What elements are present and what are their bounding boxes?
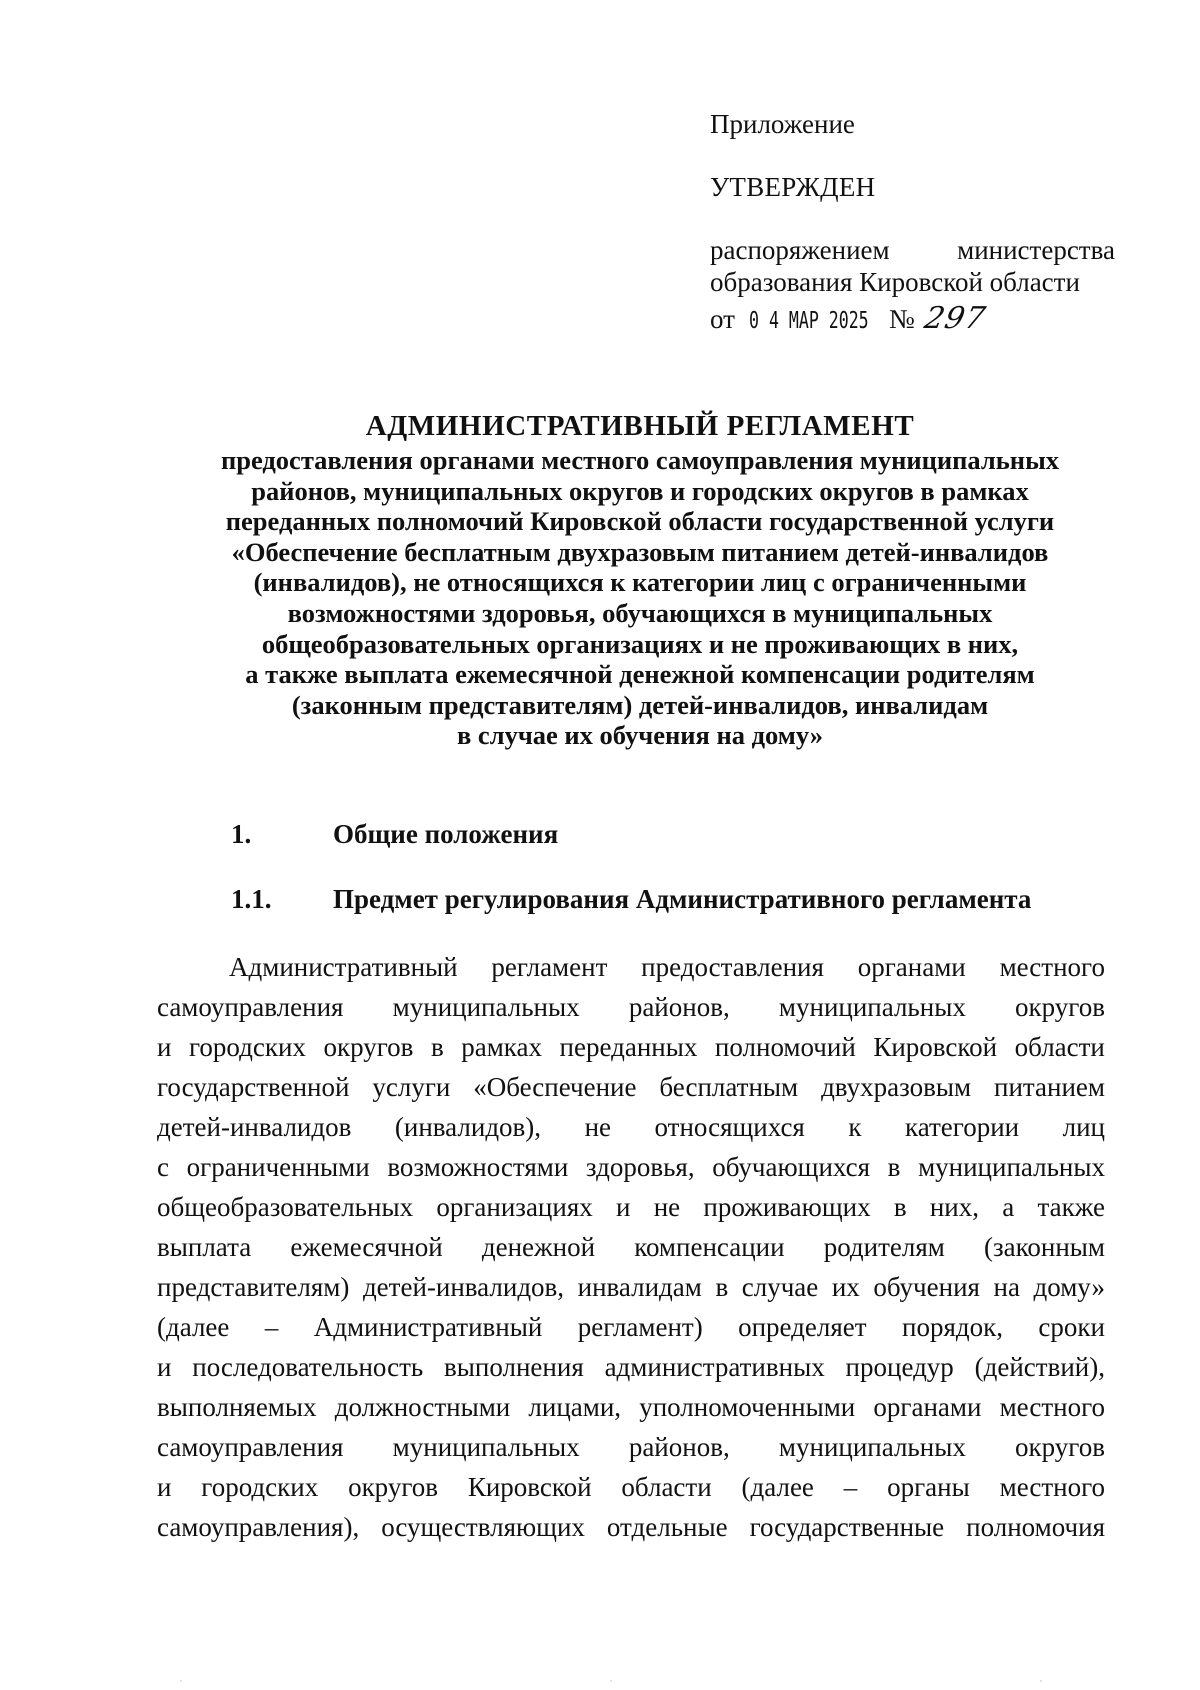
title-line: общеобразовательных организациях и не проживающих в них,	[261, 628, 1019, 659]
body-word: родителям	[823, 1232, 945, 1262]
body-word: выполняемых	[157, 1392, 317, 1422]
body-word: обучающихся	[712, 1152, 871, 1182]
body-word: и	[616, 1192, 631, 1222]
body-line	[157, 1187, 1105, 1227]
body-word: их	[831, 1272, 860, 1302]
body-line	[157, 1227, 1105, 1267]
document-title: АДМИНИСТРАТИВНЫЙ РЕГЛАМЕНТ	[365, 410, 915, 442]
body-word: «Обеспечение	[473, 1072, 637, 1102]
body-word: в	[887, 1152, 901, 1182]
body-line	[157, 1107, 1105, 1147]
body-word: Административный	[313, 1312, 543, 1342]
section-title: Предмет регулирования Административного регламента	[333, 884, 1032, 914]
body-word: –	[843, 1472, 858, 1502]
body-word: а	[1002, 1192, 1015, 1222]
body-word: услуги	[372, 1072, 451, 1102]
body-word: Административный	[229, 952, 458, 982]
body-word: государственные	[749, 1512, 945, 1542]
body-word: выполнения	[444, 1352, 584, 1382]
body-word: муниципальных	[918, 1152, 1105, 1182]
document-title-block	[140, 409, 1140, 751]
body-word: организациях	[436, 1192, 593, 1222]
body-word: бесплатным	[659, 1072, 799, 1102]
body-word: муниципальных	[392, 992, 580, 1022]
approved-label: УТВЕРЖДЕН	[710, 172, 876, 202]
body-line	[157, 987, 1105, 1027]
body-word: категории	[905, 1112, 1020, 1142]
body-line	[157, 1347, 1105, 1387]
body-word: уполномоченными	[639, 1392, 856, 1422]
title-line: «Обеспечение бесплатным двухразовым питанием детей-инвалидов	[231, 536, 1049, 567]
body-word: не	[584, 1112, 611, 1142]
body-word: детей-инвалидов	[157, 1112, 352, 1142]
body-word: и	[157, 1032, 172, 1062]
body-word: должностными	[334, 1392, 511, 1422]
body-word: –	[264, 1312, 279, 1342]
scan-artifact	[0, 1680, 1200, 1682]
body-word: определяет	[738, 1312, 867, 1342]
body-word: (действий),	[974, 1352, 1105, 1382]
body-word: в	[893, 1192, 907, 1222]
body-line	[157, 1027, 1105, 1067]
approval-block	[710, 108, 1115, 337]
body-word: последовательность	[192, 1352, 424, 1382]
body-word: в	[715, 1272, 729, 1302]
body-word: лиц	[1062, 1112, 1105, 1142]
body-word: (далее	[157, 1312, 230, 1342]
body-line	[157, 947, 1105, 987]
body-word: возможностями	[387, 1152, 569, 1182]
section-title: Общие положения	[333, 819, 559, 849]
body-word: местного	[999, 1392, 1105, 1422]
body-word: не	[653, 1192, 681, 1222]
body-word: дому»	[1033, 1272, 1105, 1302]
title-line: возможностями здоровья, обучающихся в муниципальных	[287, 597, 993, 628]
body-word: на	[993, 1272, 1020, 1302]
body-word: сроки	[1038, 1312, 1105, 1342]
body-word: ежемесячной	[290, 1232, 443, 1262]
body-line	[157, 1067, 1105, 1107]
body-word: (законным	[983, 1232, 1105, 1262]
body-word: (далее	[741, 1472, 814, 1502]
body-word: самоуправления	[157, 992, 344, 1022]
body-word: самоуправления	[157, 1432, 344, 1462]
body-line	[157, 1427, 1105, 1467]
body-paragraph	[157, 947, 1105, 1547]
section-number: 1.	[231, 819, 252, 849]
body-word: выплата	[157, 1232, 252, 1262]
order-word: распоряжением	[710, 235, 890, 265]
body-word: и	[157, 1472, 172, 1502]
body-word: также	[1037, 1192, 1105, 1222]
section-heading-1	[231, 818, 1131, 850]
body-word: административных	[604, 1352, 825, 1382]
section-heading-1-1	[231, 883, 1131, 915]
body-word: городских	[189, 1032, 306, 1062]
body-line	[157, 1267, 1105, 1307]
body-word: компенсации	[634, 1232, 785, 1262]
body-word: детей-инвалидов,	[362, 1272, 565, 1302]
body-word: порядок,	[902, 1312, 1003, 1342]
body-word: питанием	[994, 1072, 1105, 1102]
body-word: Кировской	[873, 1032, 998, 1062]
ministry-word: министерства	[957, 235, 1115, 265]
body-word: полномочий	[714, 1032, 856, 1062]
title-line: в случае их обучения на дому»	[457, 720, 823, 751]
body-line	[157, 1307, 1105, 1347]
body-word: и	[157, 1352, 172, 1382]
body-word: местного	[999, 1472, 1105, 1502]
title-line: предоставления органами местного самоуправления муниципальных	[220, 445, 1060, 475]
body-word: муниципальных	[392, 1432, 580, 1462]
handwritten-order-number: 297	[921, 301, 989, 336]
body-word: органы	[887, 1472, 970, 1502]
title-line: (законным представителям) детей-инвалидов, инвалидам	[291, 689, 989, 720]
number-sign: №	[888, 304, 915, 334]
order-date-row	[710, 299, 1115, 337]
title-line: (инвалидов), не относящихся к категории лиц с ограниченными	[253, 567, 1027, 598]
title-line: районов, муниципальных округов и городских округов в рамках	[251, 475, 1029, 506]
body-word: общеобразовательных	[157, 1192, 414, 1222]
body-word: округов	[1015, 1432, 1105, 1462]
body-word: муниципальных	[778, 992, 966, 1022]
body-line	[157, 1467, 1105, 1507]
body-line	[157, 1387, 1105, 1427]
body-word: регламент)	[577, 1312, 703, 1342]
body-word: (инвалидов),	[394, 1112, 542, 1142]
body-word: самоуправления),	[157, 1512, 360, 1542]
body-word: к	[848, 1112, 862, 1142]
body-word: округов	[348, 1472, 438, 1502]
order-reference	[710, 234, 1115, 298]
body-word: полномочия	[966, 1512, 1105, 1542]
body-word: обучения	[873, 1272, 980, 1302]
body-word: случае	[741, 1272, 819, 1302]
body-word: переданных	[559, 1032, 698, 1062]
body-word: ограниченными	[186, 1152, 370, 1182]
body-word: проживающих	[703, 1192, 871, 1222]
date-stamp: 0 4 МАР 2025	[748, 308, 869, 334]
body-word: городских	[201, 1472, 319, 1502]
title-line: а также выплата ежемесячной денежной компенсации родителям	[245, 659, 1035, 690]
body-line	[157, 1147, 1105, 1187]
body-word: муниципальных	[778, 1432, 966, 1462]
body-word: с	[157, 1152, 169, 1182]
body-word: органами	[857, 952, 966, 982]
body-word: регламент	[491, 952, 608, 982]
body-word: лицами,	[528, 1392, 622, 1422]
attachment-label: Приложение	[710, 109, 855, 139]
body-word: округов	[323, 1032, 414, 1062]
body-word: двухразовым	[821, 1072, 972, 1102]
body-word: здоровья,	[585, 1152, 695, 1182]
section-number: 1.1.	[231, 884, 272, 914]
body-word: органами	[873, 1392, 982, 1422]
body-word: районов,	[628, 1432, 730, 1462]
date-prefix: от	[710, 304, 735, 334]
body-line	[157, 1507, 1105, 1547]
body-word: процедур	[845, 1352, 954, 1382]
body-word: Кировской	[467, 1472, 592, 1502]
body-word: округов	[1015, 992, 1105, 1022]
body-word: относящихся	[654, 1112, 805, 1142]
body-word: представителям)	[157, 1272, 350, 1302]
body-word: денежной	[481, 1232, 596, 1262]
body-word: государственной	[157, 1072, 350, 1102]
body-word: местного	[999, 952, 1105, 982]
body-word: осуществляющих	[381, 1512, 585, 1542]
body-word: районов,	[628, 992, 730, 1022]
body-word: области	[621, 1472, 712, 1502]
body-word: предоставления	[641, 952, 824, 982]
ministry-name: образования Кировской области	[710, 267, 1080, 297]
body-word: рамках	[461, 1032, 542, 1062]
title-line: переданных полномочий Кировской области государственной услуги	[225, 506, 1055, 537]
body-word: них,	[929, 1192, 979, 1222]
body-word: области	[1014, 1032, 1105, 1062]
body-word: отдельные	[606, 1512, 728, 1542]
body-word: в	[430, 1032, 444, 1062]
body-word: инвалидам	[577, 1272, 702, 1302]
